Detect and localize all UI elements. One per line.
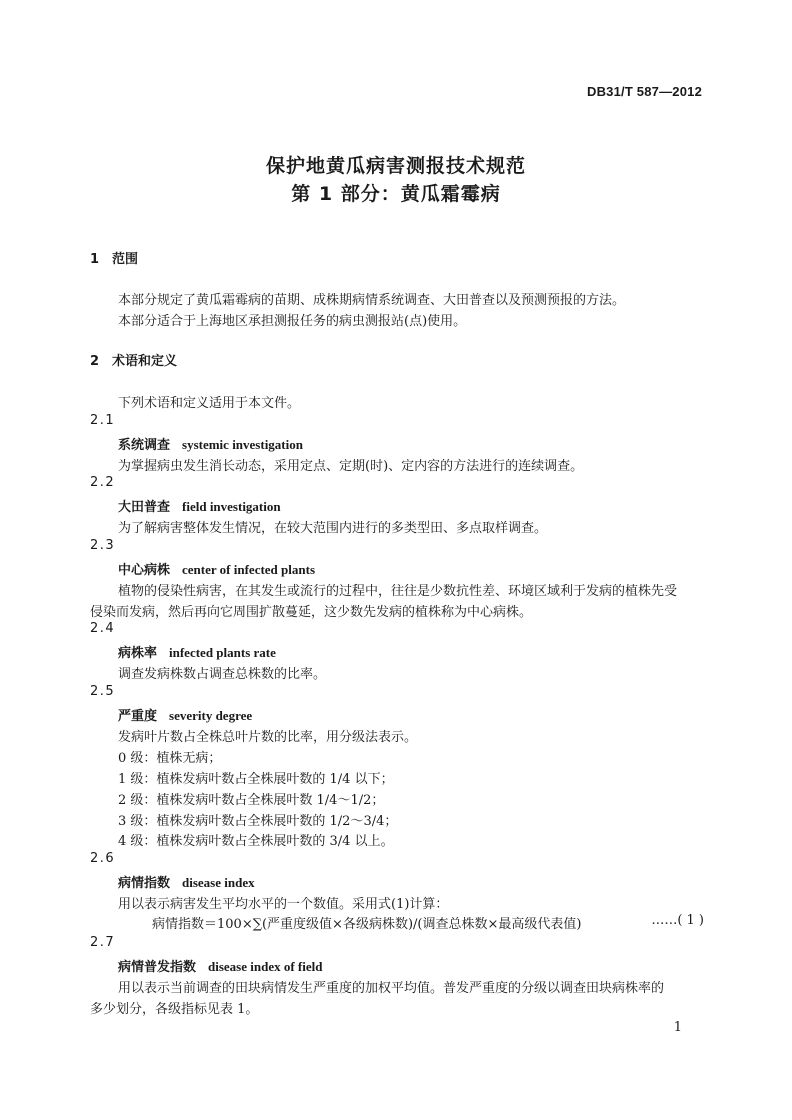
section-title: 范围 <box>112 252 139 267</box>
term-zh: 病情普发指数 <box>118 960 197 975</box>
term-zh: 严重度 <box>118 709 158 724</box>
term-number: 2.6 <box>90 851 116 866</box>
severity-level: 2 级：植株发病叶数占全株展叶数 1/4～1/2； <box>118 793 385 808</box>
section-title: 术语和定义 <box>112 354 178 369</box>
term-definition: 发病叶片数占全株总叶片数的比率，用分级法表示。 <box>118 730 418 745</box>
term-zh: 系统调查 <box>118 438 171 453</box>
term-heading <box>118 496 281 515</box>
term-number: 2.7 <box>90 935 116 950</box>
paragraph: 下列术语和定义适用于本文件。 <box>118 396 301 411</box>
paragraph: 本部分适合于上海地区承担测报任务的病虫测报站(点)使用。 <box>118 314 467 329</box>
term-number: 2.4 <box>90 621 116 636</box>
term-heading <box>118 872 255 891</box>
term-definition: 植物的侵染性病害，在其发生或流行的过程中，往往是少数抗性差、环境区域利于发病的植株先受 <box>118 584 678 599</box>
term-en: field investigation <box>182 499 281 514</box>
term-heading <box>118 956 323 975</box>
term-heading <box>118 642 276 661</box>
formula-text: 病情指数＝100×∑(严重度级值×各级病株数)/(调查总株数×最高级代表值) <box>152 917 582 932</box>
term-en: disease index of field <box>208 959 323 974</box>
term-zh: 中心病株 <box>118 563 171 578</box>
term-zh: 大田普查 <box>118 500 171 515</box>
term-definition-continued: 多少划分，各级指标见表 1。 <box>90 1002 259 1017</box>
term-en: severity degree <box>169 708 253 723</box>
term-heading <box>118 434 303 453</box>
term-number: 2.5 <box>90 684 116 699</box>
page-number: 1 <box>673 1020 682 1035</box>
term-definition: 为了解病害整体发生情况，在较大范围内进行的多类型田、多点取样调查。 <box>118 521 548 536</box>
term-zh: 病株率 <box>118 646 158 661</box>
term-en: infected plants rate <box>169 645 276 660</box>
severity-level: 0 级：植株无病； <box>118 751 222 766</box>
term-heading <box>118 705 252 724</box>
document-subtitle: 第 1 部分：黄瓜霜霉病 <box>291 183 501 205</box>
term-en: disease index <box>182 875 255 890</box>
document-code: DB31/T 587—2012 <box>586 84 702 99</box>
term-number: 2.1 <box>90 413 116 428</box>
term-definition: 用以表示病害发生平均水平的一个数值。采用式(1)计算： <box>118 897 449 912</box>
term-number: 2.2 <box>90 475 116 490</box>
term-number: 2.3 <box>90 538 116 553</box>
severity-level: 3 级：植株发病叶数占全株展叶数的 1/2～3/4； <box>118 814 398 829</box>
equation-number: ……( 1 ) <box>651 913 704 928</box>
section-heading-scope <box>90 248 138 267</box>
section-number: 1 <box>90 252 100 267</box>
severity-level: 4 级：植株发病叶数占全株展叶数的 3/4 以上。 <box>118 834 394 849</box>
term-definition: 调查发病株数占调查总株数的比率。 <box>118 667 327 682</box>
term-en: center of infected plants <box>182 562 315 577</box>
severity-level: 1 级：植株发病叶数占全株展叶数的 1/4 以下； <box>118 772 394 787</box>
term-zh: 病情指数 <box>118 876 171 891</box>
term-definition-continued: 侵染而发病，然后再向它周围扩散蔓延，这少数先发病的植株称为中心病株。 <box>90 605 533 620</box>
term-definition: 为掌握病虫发生消长动态，采用定点、定期(时)、定内容的方法进行的连续调查。 <box>118 459 584 474</box>
term-heading <box>118 559 315 578</box>
section-heading-terms <box>90 350 177 369</box>
document-title: 保护地黄瓜病害测报技术规范 <box>265 155 526 177</box>
section-number: 2 <box>90 354 100 369</box>
formula-disease-index <box>152 913 704 932</box>
term-definition: 用以表示当前调查的田块病情发生严重度的加权平均值。普发严重度的分级以调查田块病株率的 <box>118 981 665 996</box>
paragraph: 本部分规定了黄瓜霜霉病的苗期、成株期病情系统调查、大田普查以及预测预报的方法。 <box>118 293 626 308</box>
term-en: systemic investigation <box>182 437 303 452</box>
